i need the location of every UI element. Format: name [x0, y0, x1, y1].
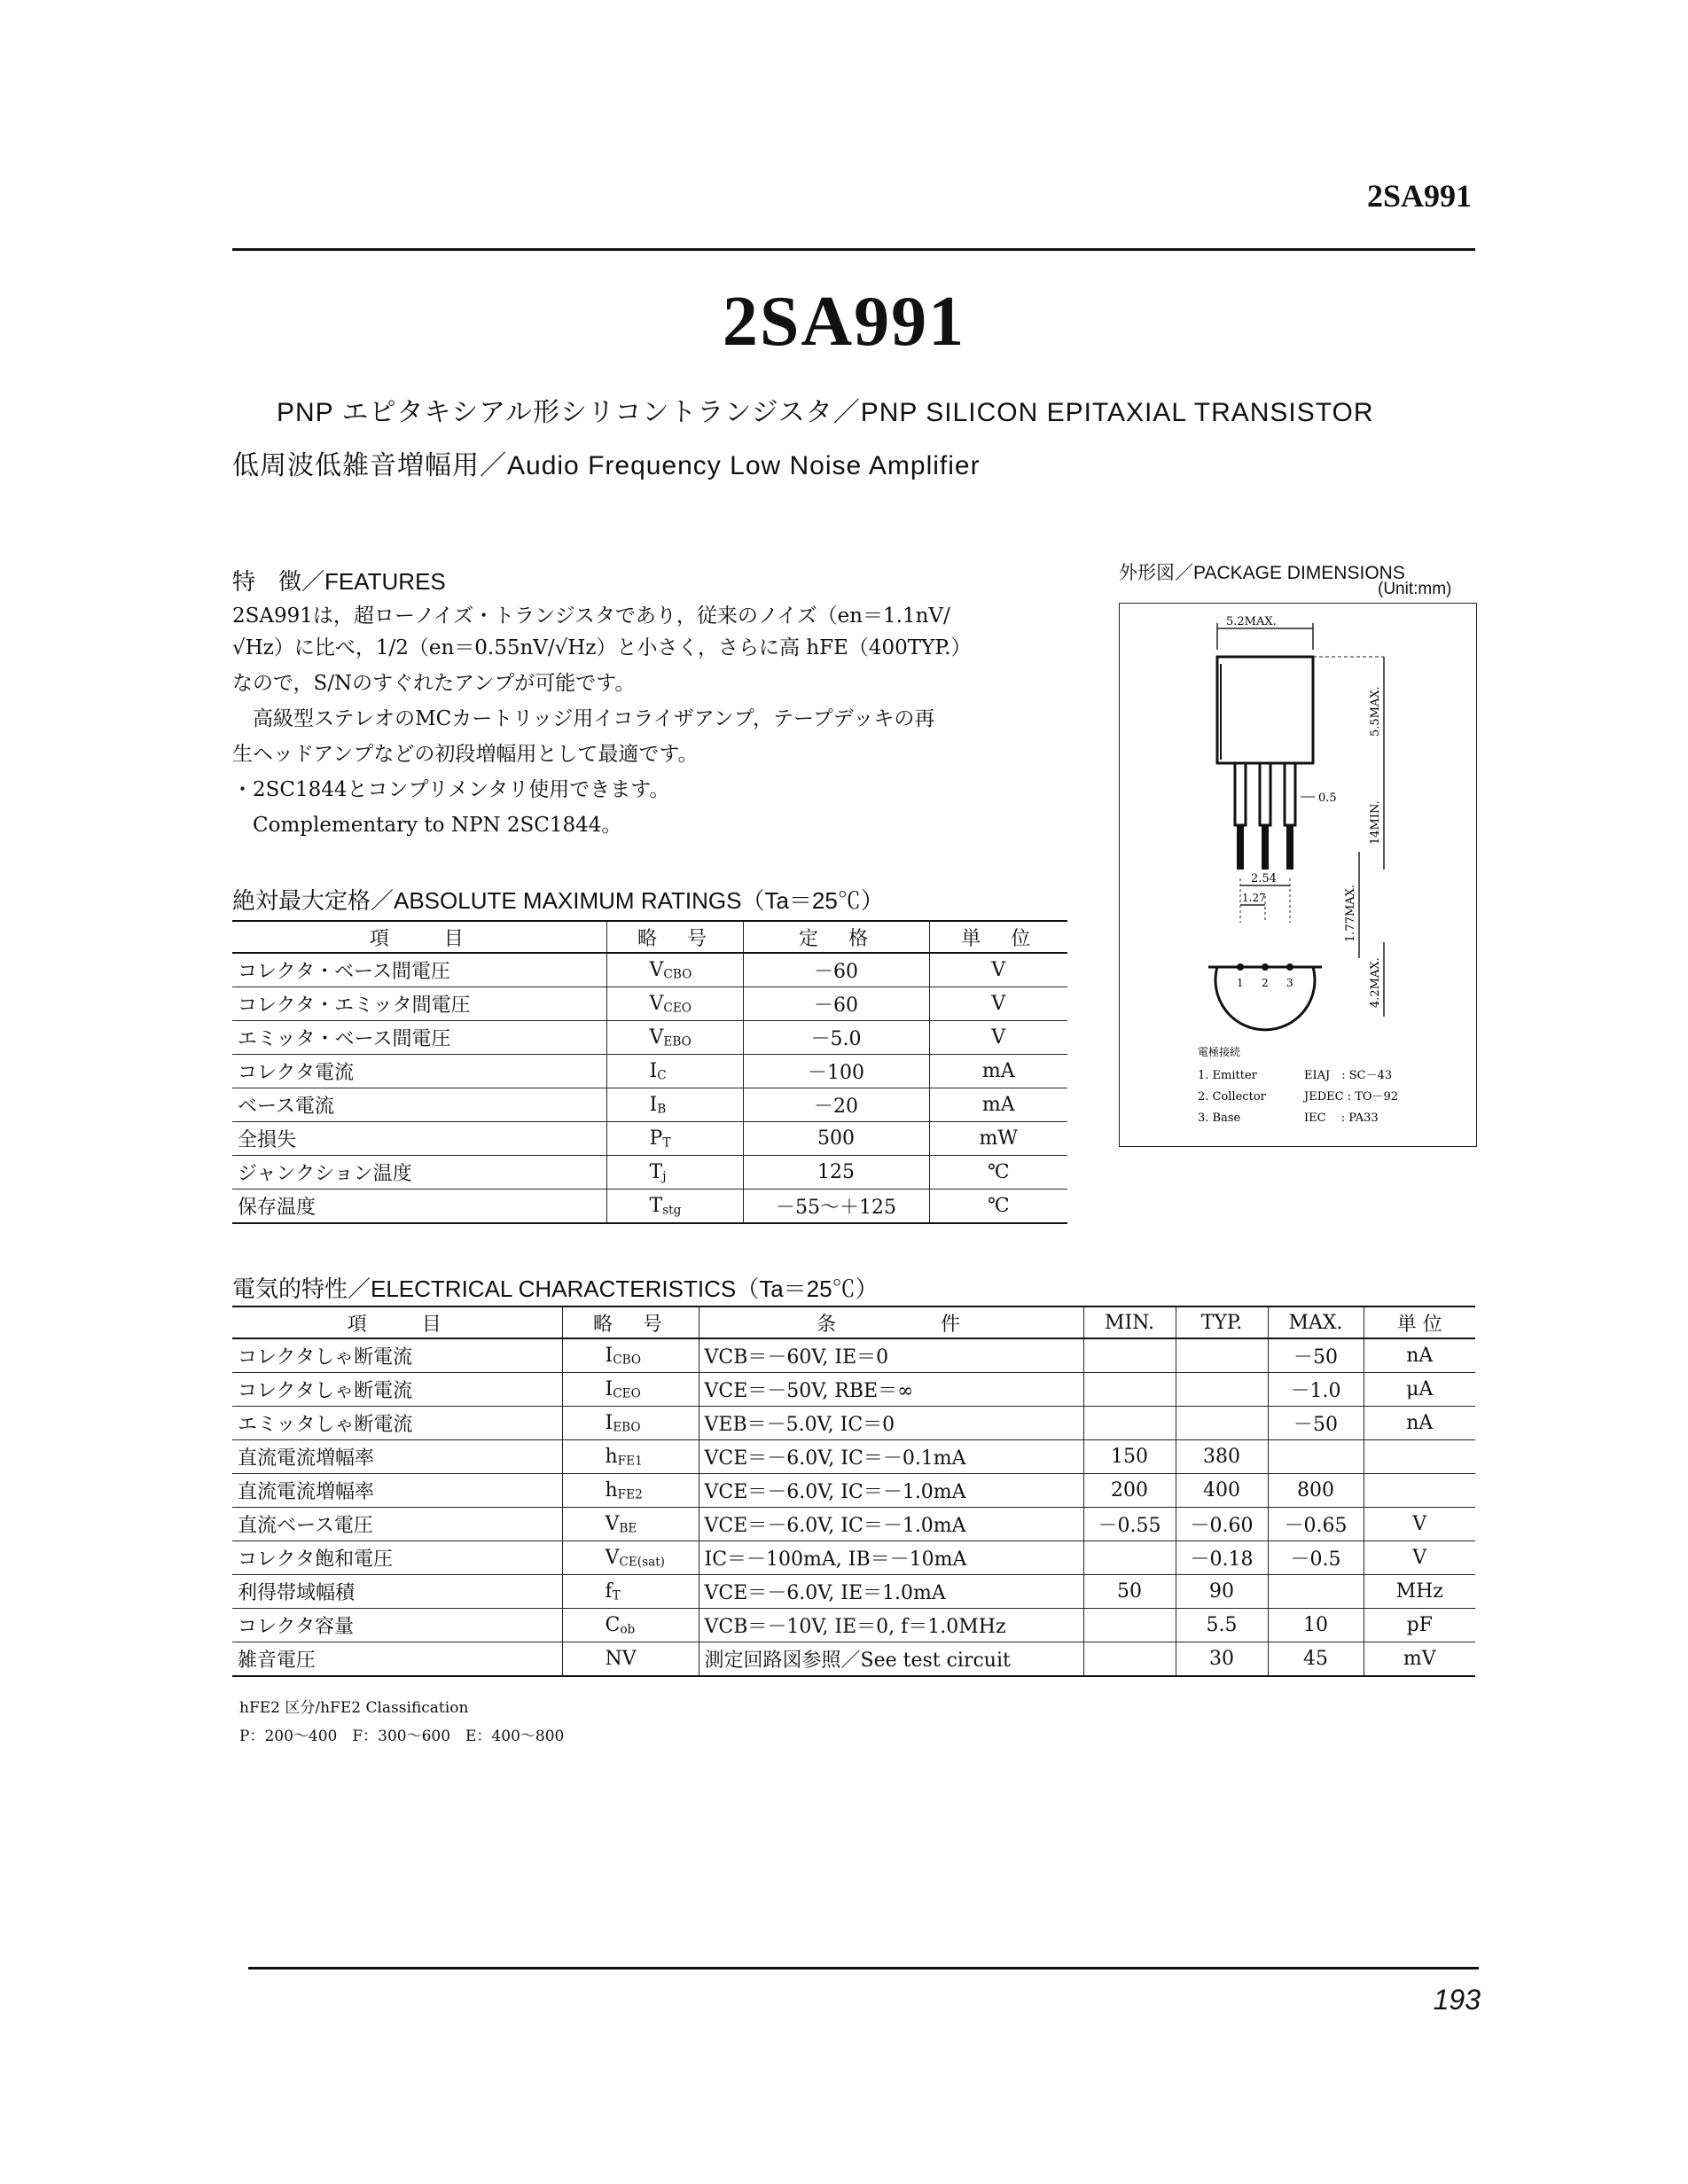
max-cell: －0.65	[1268, 1508, 1364, 1541]
symbol: C	[605, 1613, 621, 1636]
unit-cell: mW	[929, 1122, 1067, 1156]
dim-lead-width: 0.5	[1318, 792, 1337, 805]
table-row	[232, 1055, 1067, 1088]
item-cell: 直流電流増幅率	[232, 1474, 562, 1508]
dim-half-pitch: 1.27	[1242, 892, 1266, 904]
item-cell: コレクタ容量	[232, 1609, 562, 1642]
min-cell	[1083, 1609, 1176, 1642]
page-title: 2SA991	[722, 283, 966, 361]
symbol-cell	[606, 1122, 743, 1156]
table-row	[232, 1338, 1475, 1373]
symbol: f	[605, 1580, 613, 1603]
subtitle-application: 低周波低雑音増幅用／Audio Frequency Low Noise Amplifier	[232, 451, 981, 480]
abs-max-heading: 絶対最大定格／ABSOLUTE MAXIMUM RATINGS（Ta＝25℃）	[232, 887, 884, 914]
typ-cell	[1176, 1407, 1268, 1440]
col-header: 条 件	[699, 1306, 1083, 1338]
col-header: MIN.	[1083, 1306, 1176, 1338]
table-header-row	[232, 921, 1067, 953]
typ-cell: 90	[1176, 1575, 1268, 1609]
unit-cell: mV	[1364, 1642, 1475, 1677]
symbol: V	[605, 1512, 620, 1535]
col-header: 単 位	[1364, 1306, 1475, 1338]
features-line: なので，S/Nのすぐれたアンプが可能です。	[232, 672, 636, 695]
typ-cell: －0.60	[1176, 1508, 1268, 1541]
rating-cell: －55～＋125	[743, 1190, 929, 1224]
item-cell: コレクタしゃ断電流	[232, 1373, 562, 1407]
condition-cell: IC＝－100mA, IB＝－10mA	[699, 1541, 1083, 1575]
symbol-subscript: FE1	[617, 1454, 643, 1469]
min-cell: －0.55	[1083, 1508, 1176, 1541]
pin-dot	[1237, 963, 1244, 971]
unit-cell: ℃	[929, 1190, 1067, 1224]
page-number: 193	[1433, 1984, 1481, 2016]
features-line: 生ヘッドアンプなどの初段増幅用として最適です。	[232, 743, 699, 766]
typ-cell: 5.5	[1176, 1609, 1268, 1642]
item-cell: エミッタ・ベース間電圧	[232, 1021, 606, 1055]
package-drawing-box	[1119, 603, 1477, 1147]
pin-label: 1	[1237, 977, 1244, 989]
min-cell	[1083, 1642, 1176, 1677]
condition-cell: VCE＝－50V, RBE＝∞	[699, 1373, 1083, 1407]
unit-cell: V	[929, 987, 1067, 1021]
dim-height: 5.5MAX.	[1369, 686, 1382, 737]
elec-table	[232, 1306, 1475, 1677]
condition-cell: VCE＝－6.0V, IC＝－1.0mA	[699, 1508, 1083, 1541]
pin-name: 1. Emitter	[1198, 1069, 1257, 1082]
col-header: 略 号	[562, 1306, 699, 1338]
subtitle-device-type: PNP エピタキシアル形シリコントランジスタ／PNP SILICON EPITAXIAL TRANSISTOR	[277, 398, 1374, 427]
symbol-subscript: CEO	[613, 1386, 641, 1401]
item-cell: コレクタ・エミッタ間電圧	[232, 987, 606, 1021]
unit-cell: nA	[1364, 1407, 1475, 1440]
condition-cell: VCE＝－6.0V, IC＝－0.1mA	[699, 1440, 1083, 1474]
symbol-cell	[562, 1440, 699, 1474]
table-row	[232, 1508, 1475, 1541]
item-cell: ベース電流	[232, 1088, 606, 1122]
package-unit: (Unit:mm)	[1378, 580, 1452, 598]
col-header: 単 位	[929, 921, 1067, 953]
max-cell	[1268, 1440, 1364, 1474]
max-cell: －1.0	[1268, 1373, 1364, 1407]
standard: EIAJ : SC－43	[1304, 1069, 1393, 1082]
max-cell: －50	[1268, 1407, 1364, 1440]
symbol-subscript: EBO	[613, 1420, 641, 1435]
symbol-subscript: T	[662, 1135, 671, 1150]
symbol: NV	[605, 1647, 637, 1670]
symbol: V	[649, 1026, 664, 1049]
table-header-row	[232, 1306, 1475, 1338]
symbol: I	[649, 1059, 658, 1082]
unit-cell	[1364, 1440, 1475, 1474]
symbol-cell	[562, 1474, 699, 1508]
features-line: Complementary to NPN 2SC1844。	[232, 814, 622, 837]
min-cell	[1083, 1407, 1176, 1440]
symbol-cell	[562, 1338, 699, 1373]
unit-cell: nA	[1364, 1338, 1475, 1373]
dim-diameter: 4.2MAX.	[1369, 957, 1382, 1008]
symbol: V	[605, 1546, 620, 1569]
lead-3	[1285, 763, 1295, 825]
unit-cell: ℃	[929, 1156, 1067, 1190]
item-cell: コレクタしゃ断電流	[232, 1338, 562, 1373]
table-row	[232, 987, 1067, 1021]
min-cell	[1083, 1373, 1176, 1407]
col-header: TYP.	[1176, 1306, 1268, 1338]
max-cell: －0.5	[1268, 1541, 1364, 1575]
symbol-cell	[606, 1156, 743, 1190]
pin-dot	[1286, 963, 1293, 971]
typ-cell: －0.18	[1176, 1541, 1268, 1575]
symbol-subscript: C	[657, 1068, 667, 1083]
condition-cell: VCE＝－6.0V, IC＝－1.0mA	[699, 1474, 1083, 1508]
symbol-cell	[562, 1541, 699, 1575]
symbol-subscript: FE2	[617, 1487, 643, 1502]
table-row	[232, 953, 1067, 987]
dim-pitch: 2.54	[1251, 872, 1277, 885]
symbol-subscript: BE	[619, 1521, 637, 1536]
condition-cell: VCB＝－60V, IE＝0	[699, 1338, 1083, 1373]
typ-cell	[1176, 1338, 1268, 1373]
min-cell	[1083, 1541, 1176, 1575]
symbol: I	[605, 1377, 613, 1400]
symbol-cell	[606, 1055, 743, 1088]
dim-lower: 1.77MAX.	[1344, 884, 1357, 942]
package-drawing	[1120, 604, 1476, 1146]
table-row	[232, 1373, 1475, 1407]
package-heading: 外形図／PACKAGE DIMENSIONS	[1119, 563, 1405, 583]
item-cell: コレクタ電流	[232, 1055, 606, 1088]
min-cell	[1083, 1338, 1176, 1373]
symbol: V	[649, 958, 664, 981]
unit-cell: mA	[929, 1088, 1067, 1122]
dim-lead-length: 14MIN.	[1369, 800, 1382, 845]
symbol-cell	[562, 1642, 699, 1677]
table-row	[232, 1541, 1475, 1575]
unit-cell	[1364, 1474, 1475, 1508]
unit-cell: mA	[929, 1055, 1067, 1088]
symbol: T	[649, 1194, 663, 1217]
symbol-subscript: EBO	[663, 1034, 692, 1049]
symbol: h	[605, 1478, 618, 1502]
symbol-subscript: B	[657, 1102, 667, 1117]
max-cell: 10	[1268, 1609, 1364, 1642]
item-cell: 直流ベース電圧	[232, 1508, 562, 1541]
header-part-code: 2SA991	[1366, 178, 1472, 214]
symbol-cell	[606, 1190, 743, 1224]
symbol-cell	[606, 987, 743, 1021]
header-rule	[232, 248, 1475, 251]
item-cell: コレクタ・ベース間電圧	[232, 953, 606, 987]
col-header: 定 格	[743, 921, 929, 953]
pin-label: 3	[1286, 977, 1293, 989]
symbol-subscript: ob	[620, 1622, 636, 1637]
features-line: √Hz）に比べ，1/2（en＝0.55nV/√Hz）と小さく，さらに高 hFE（400TYP.）	[232, 636, 972, 659]
max-cell: 800	[1268, 1474, 1364, 1508]
unit-cell: MHz	[1364, 1575, 1475, 1609]
typ-cell: 380	[1176, 1440, 1268, 1474]
symbol-subscript: j	[662, 1169, 667, 1184]
pin-name: 3. Base	[1198, 1112, 1241, 1125]
symbol-subscript: T	[612, 1588, 621, 1603]
condition-cell: VEB＝－5.0V, IC＝0	[699, 1407, 1083, 1440]
symbol: V	[649, 992, 664, 1015]
transistor-body	[1217, 657, 1313, 763]
rating-cell: －5.0	[743, 1021, 929, 1055]
classification-title: hFE2 区分/hFE2 Classification	[239, 1699, 469, 1717]
min-cell: 150	[1083, 1440, 1176, 1474]
symbol-cell	[606, 953, 743, 987]
item-cell: 雑音電圧	[232, 1642, 562, 1677]
typ-cell: 400	[1176, 1474, 1268, 1508]
connection-title: 電極接続	[1198, 1046, 1241, 1058]
rating-cell: －60	[743, 953, 929, 987]
unit-cell: V	[929, 1021, 1067, 1055]
footer-rule	[248, 1967, 1479, 1970]
condition-cell: VCB＝－10V, IE＝0, f＝1.0MHz	[699, 1609, 1083, 1642]
symbol-cell	[562, 1508, 699, 1541]
rating-cell: 125	[743, 1156, 929, 1190]
rating-cell: －20	[743, 1088, 929, 1122]
typ-cell: 30	[1176, 1642, 1268, 1677]
features-line: 2SA991は，超ローノイズ・トランジスタであり，従来のノイズ（en＝1.1nV/	[232, 604, 950, 628]
condition-cell: 測定回路図参照／See test circuit	[699, 1642, 1083, 1677]
table-row	[232, 1190, 1067, 1224]
table-row	[232, 1642, 1475, 1677]
item-cell: 利得帯域幅積	[232, 1575, 562, 1609]
lead-2	[1260, 763, 1270, 825]
unit-cell: V	[929, 953, 1067, 987]
standard: IEC : PA33	[1304, 1112, 1379, 1125]
pin-name: 2. Collector	[1198, 1090, 1266, 1104]
symbol: P	[649, 1127, 663, 1150]
pin-dot	[1262, 963, 1269, 971]
col-header: 項 目	[232, 1306, 562, 1338]
symbol-subscript: stg	[662, 1203, 682, 1218]
symbol-subscript: CBO	[663, 967, 692, 982]
table-row	[232, 1440, 1475, 1474]
table-row	[232, 1609, 1475, 1642]
col-header: 項 目	[232, 921, 606, 953]
item-cell: ジャンクション温度	[232, 1156, 606, 1190]
col-header: MAX.	[1268, 1306, 1364, 1338]
symbol: I	[649, 1093, 658, 1116]
table-row	[232, 1021, 1067, 1055]
symbol-cell	[606, 1021, 743, 1055]
rating-cell: 500	[743, 1122, 929, 1156]
dim-width: 5.2MAX.	[1226, 615, 1277, 628]
features-line: ・2SC1844とコンプリメンタリ使用できます。	[232, 778, 670, 801]
standard: JEDEC : TO－92	[1304, 1090, 1399, 1104]
pin-label: 2	[1262, 977, 1269, 989]
max-cell: －50	[1268, 1338, 1364, 1373]
symbol: T	[649, 1160, 663, 1183]
symbol: I	[605, 1344, 613, 1367]
unit-cell: V	[1364, 1541, 1475, 1575]
symbol: h	[605, 1445, 618, 1468]
unit-cell: pF	[1364, 1609, 1475, 1642]
max-cell	[1268, 1575, 1364, 1609]
symbol-cell	[562, 1373, 699, 1407]
symbol-subscript: CE(sat)	[619, 1555, 665, 1570]
min-cell: 50	[1083, 1575, 1176, 1609]
max-cell: 45	[1268, 1642, 1364, 1677]
typ-cell	[1176, 1373, 1268, 1407]
features-line: 高級型ステレオのMCカートリッジ用イコライザアンプ，テープデッキの再	[232, 707, 935, 730]
symbol-cell	[562, 1575, 699, 1609]
unit-cell: μA	[1364, 1373, 1475, 1407]
condition-cell: VCE＝－6.0V, IE＝1.0mA	[699, 1575, 1083, 1609]
table-row	[232, 1122, 1067, 1156]
rating-cell: －100	[743, 1055, 929, 1088]
item-cell: コレクタ飽和電圧	[232, 1541, 562, 1575]
item-cell: 直流電流増幅率	[232, 1440, 562, 1474]
min-cell: 200	[1083, 1474, 1176, 1508]
symbol: I	[605, 1411, 613, 1434]
item-cell: 全損失	[232, 1122, 606, 1156]
classification-ranges: P：200～400 F：300～600 E：400～800	[239, 1728, 565, 1745]
features-heading: 特 徴／FEATURES	[232, 568, 446, 595]
table-row	[232, 1474, 1475, 1508]
col-header: 略 号	[606, 921, 743, 953]
symbol-cell	[562, 1609, 699, 1642]
table-row	[232, 1407, 1475, 1440]
symbol-cell	[562, 1407, 699, 1440]
unit-cell: V	[1364, 1508, 1475, 1541]
item-cell: エミッタしゃ断電流	[232, 1407, 562, 1440]
symbol-subscript: CBO	[613, 1353, 642, 1368]
lead-1	[1235, 763, 1246, 825]
table-row	[232, 1575, 1475, 1609]
rating-cell: －60	[743, 987, 929, 1021]
elec-heading: 電気的特性／ELECTRICAL CHARACTERISTICS（Ta＝25℃）	[232, 1275, 879, 1302]
symbol-cell	[606, 1088, 743, 1122]
item-cell: 保存温度	[232, 1190, 606, 1224]
table-row	[232, 1156, 1067, 1190]
abs-max-table	[232, 920, 1067, 1224]
table-row	[232, 1088, 1067, 1122]
symbol-subscript: CEO	[663, 1001, 692, 1016]
